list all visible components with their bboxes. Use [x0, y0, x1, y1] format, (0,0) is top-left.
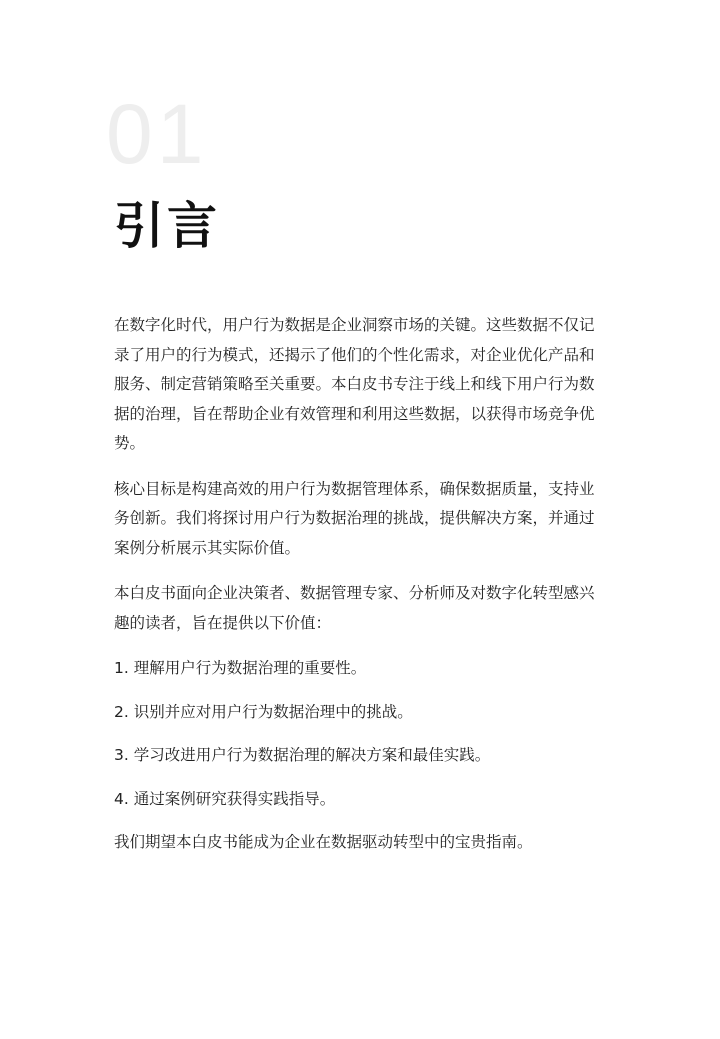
goal-paragraph: 核心目标是构建高效的用户行为数据管理体系，确保数据质量，支持业务创新。我们将探讨用户行为数据治理的挑战，提供解决方案，并通过案例分析展示其实际价值。: [114, 479, 595, 557]
intro-paragraph: 在数字化时代，用户行为数据是企业洞察市场的关键。这些数据不仅记录了用户的行为模式，还揭示了他们的个性化需求，对企业优化产品和服务、制定营销策略至关重要。本白皮书专注于线上和线下用户行为数据的治理，旨在帮助企业有效管理和利用这些数据，以获得市场竞争优势。: [114, 316, 595, 452]
value-list-item: 3. 学习改进用户行为数据治理的解决方案和最佳实践。: [114, 746, 491, 764]
document-body: [114, 311, 608, 874]
chapter-number: 01: [106, 87, 208, 181]
closing-paragraph: 我们期望本白皮书能成为企业在数据驱动转型中的宝贵指南。: [114, 833, 533, 851]
page-title: 引言: [114, 197, 220, 255]
audience-paragraph: 本白皮书面向企业决策者、数据管理专家、分析师及对数字化转型感兴趣的读者，旨在提供以下价值：: [114, 584, 595, 632]
value-list-item: 4. 通过案例研究获得实践指导。: [114, 789, 336, 808]
value-list-item: 2. 识别并应对用户行为数据治理中的挑战。: [114, 702, 413, 721]
value-list-item: 1. 理解用户行为数据治理的重要性。: [114, 659, 367, 677]
